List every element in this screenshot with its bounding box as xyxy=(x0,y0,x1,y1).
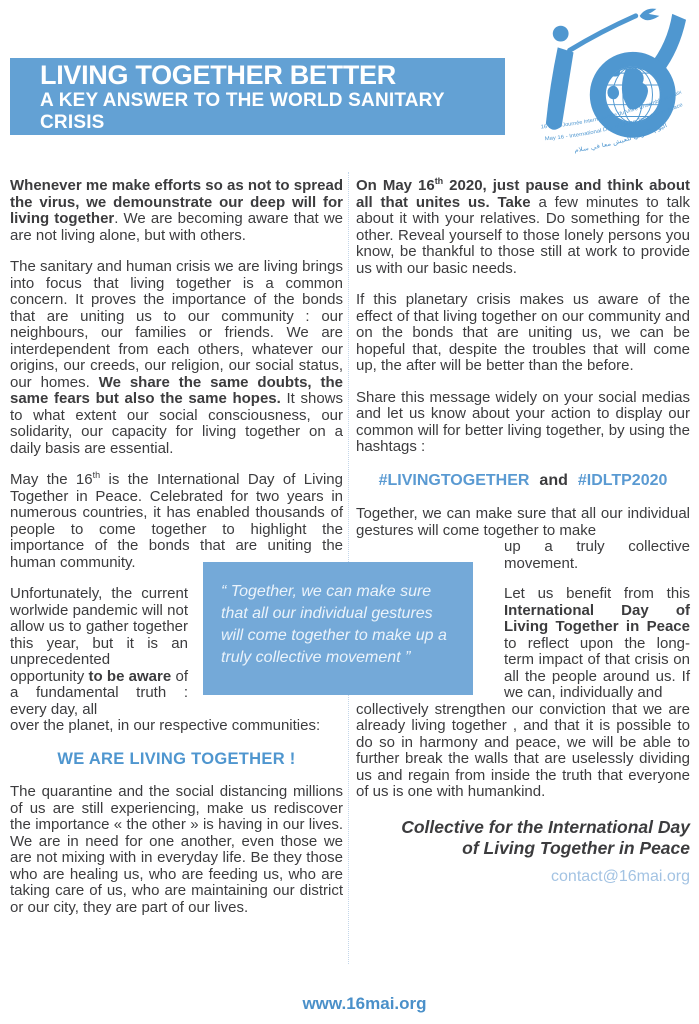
section-heading: WE ARE LIVING TOGETHER ! xyxy=(57,749,296,768)
figure-arm xyxy=(570,16,636,51)
quote-text: “ Together, we can make sure that all our individual gestures will come together to make up a truly collective movement ” xyxy=(221,583,447,666)
page-title: LIVING TOGETHER BETTER xyxy=(40,59,396,90)
hashtag-and: and xyxy=(539,471,568,489)
contact-email-link[interactable]: contact@16mai.org xyxy=(551,867,690,885)
body-paragraph: Whenever me make efforts so as not to spread the virus, we demounstrate our deep will for living together. We are becoming aware that we are not living alone, but with others. xyxy=(10,177,343,244)
left-column xyxy=(10,178,343,931)
figure-head xyxy=(553,26,569,42)
body-paragraph-narrow: up a truly collective movement. xyxy=(504,538,690,572)
signature: Collective for the International Day of Living Together in Peace xyxy=(401,816,690,858)
quote-box xyxy=(203,562,473,695)
dove-icon xyxy=(640,9,660,21)
16-mai-logo xyxy=(530,4,696,158)
right-column xyxy=(356,178,690,885)
body-paragraph: Share this message widely on your social medias and let us know about your action to display our common will for better living together, by using the hashtags : xyxy=(356,388,690,455)
logo-arc-text-ar: اليوم الدولي للعيش معا في سلام xyxy=(573,123,668,155)
body-paragraph: The quarantine and the social distancing millions of us are still experiencing, make us rediscover the importance « the other » is having in our lives. We are in need for one another, even those we are not mixing with in everyday life. Be they those who are healing us, who are feeding us, who are taking care of us, who are maintaining our district or our city, they are part of our lives. xyxy=(10,783,343,916)
body-paragraph: collectively strengthen our conviction that we are already living together , and that it is possible to do so in harmony and peace, we will be able to further break the walls that are uselessly dividing us and regain from inside the truth that everyone of us is one with humankind. xyxy=(356,700,690,800)
body-paragraph: May the 16th is the International Day of Living Together in Peace. Celebrated for two years in numerous countries, it has enabled thousands of people to come together to highlight the importance of the bonds that are uniting the human community. xyxy=(10,470,343,571)
footer xyxy=(0,994,699,1014)
body-paragraph: over the planet, in our respective communities: xyxy=(10,717,321,734)
logo-arc-text-en: May 16 - International Day of Living Together in Peace xyxy=(544,102,684,143)
hashtag-livingtogether: #LIVINGTOGETHER xyxy=(378,471,530,489)
body-paragraph: On May 16th 2020, just pause and think about all that unites us. Take a few minutes to talk about it with your relatives. Do something for the other. Reveal yourself to those lonely persons you know, be thankful to those still at work to provide us with our basic needs. xyxy=(356,176,691,277)
hashtag-idltp2020: #IDLTP2020 xyxy=(577,471,668,489)
header-banner xyxy=(10,58,505,135)
body-paragraph: Together, we can make sure that all our individual gestures will come together to make xyxy=(356,505,690,539)
footer-website-link[interactable]: www.16mai.org xyxy=(302,994,427,1013)
logo-arc-text-fr: 16 Mai - Journée Internationale du Vivre Ensemble en Paix xyxy=(540,89,683,131)
page-subtitle: A KEY ANSWER TO THE WORLD SANITARY CRISIS xyxy=(40,89,445,133)
body-paragraph-narrow: Unfortunately, the current worlwide pandemic will not allow us to gather together this year, but it is an unprecedented opportunity to be aware of a fundamental truth : every day, all xyxy=(10,585,188,718)
hashtag-line xyxy=(356,473,690,490)
body-paragraph: If this planetary crisis makes us aware of the effect of that living together on our community and on the bonds that are uniting us, we can be hopeful that, despite the troubles that will come up, the after will be better than the before. xyxy=(356,291,690,374)
body-paragraph-narrow: Let us benefit from this International Day of Living Together in Peace to reflect upon the long-term impact of that crisis on all the people around us. If we can, individually and xyxy=(504,585,690,701)
body-paragraph: The sanitary and human crisis we are living brings into focus that living together is a common concern. It proves the importance of the bonds that are uniting us to our community : our neighbours, our families or friends. We are interdependent from each others, whatever our origins, our creeds, our religion, our social status, our homes. We share the same doubts, the same fears but also the same hopes. It shows to what extent our social consciousness, our solidarity, our capacity for living together on a daily basis are essential. xyxy=(10,258,343,457)
